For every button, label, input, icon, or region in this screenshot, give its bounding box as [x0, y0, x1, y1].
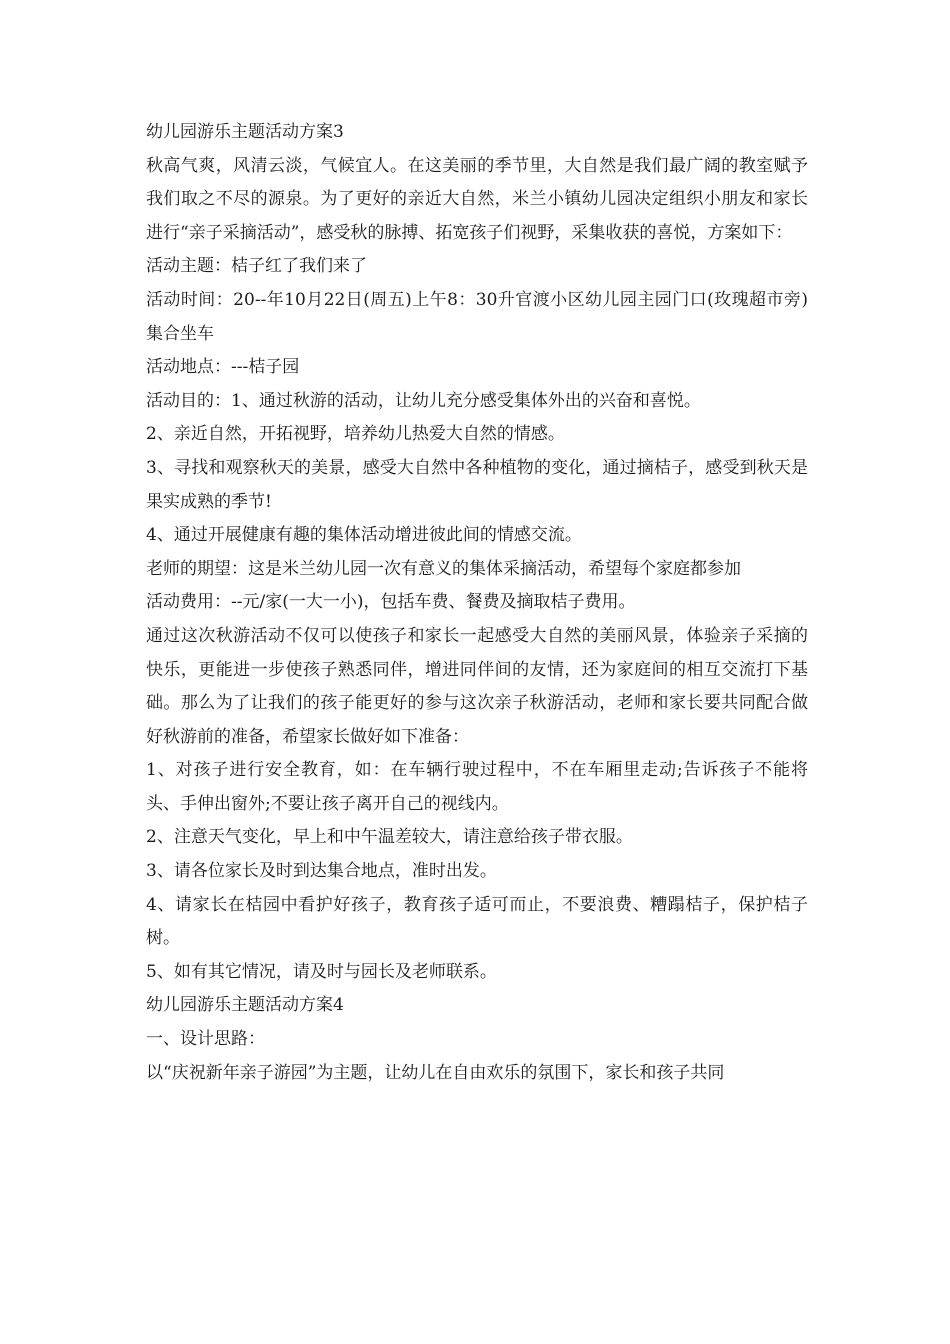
paragraph: 活动时间：20--年10月22日(周五)上午8：30升官渡小区幼儿园主园门口(玫瑰超市旁)集合坐车: [146, 289, 808, 344]
paragraph: 一、设计思路：: [146, 1029, 265, 1050]
paragraph: 5、如有其它情况，请及时与园长及老师联系。: [146, 961, 497, 982]
paragraph: 老师的期望：这是米兰幼儿园一次有意义的集体采摘活动，希望每个家庭都参加: [146, 558, 741, 579]
paragraph: 通过这次秋游活动不仅可以使孩子和家长一起感受大自然的美丽风景，体验亲子采摘的快乐，更能进一步使孩子熟悉同伴，增进同伴间的友情，还为家庭间的相互交流打下基础。那么为了让我们的孩子能更好的参与这次亲子秋游活动，老师和家长要共同配合做好秋游前的准备，希望家长做好如下准备：: [146, 625, 808, 747]
paragraph: 活动费用：--元/家(一大一小)，包括车费、餐费及摘取桔子费用。: [146, 592, 636, 613]
paragraph: 秋高气爽，风清云淡，气候宜人。在这美丽的季节里，大自然是我们最广阔的教室赋予我们取之不尽的源泉。为了更好的亲近大自然，米兰小镇幼儿园决定组织小朋友和家长进行“亲子采摘活动”，感受秋的脉搏、拓宽孩子们视野，采集收获的喜悦，方案如下：: [146, 155, 808, 243]
paragraph: 3、请各位家长及时到达集合地点，准时出发。: [146, 861, 497, 882]
document-body: [146, 116, 808, 1090]
paragraph: 4、请家长在桔园中看护好孩子，教育孩子适可而止，不要浪费、糟蹋桔子，保护桔子树。: [146, 894, 808, 949]
paragraph: 1、对孩子进行安全教育，如：在车辆行驶过程中，不在车厢里走动;告诉孩子不能将头、手伸出窗外;不要让孩子离开自己的视线内。: [146, 760, 808, 814]
paragraph: 2、亲近自然，开拓视野，培养幼儿热爱大自然的情感。: [146, 424, 565, 445]
paragraph: 2、注意天气变化，早上和中午温差较大，请注意给孩子带衣服。: [146, 827, 633, 848]
section-title: 幼儿园游乐主题活动方案4: [146, 995, 344, 1016]
paragraph: 以“庆祝新年亲子游园”为主题，让幼儿在自由欢乐的氛围下，家长和孩子共同: [146, 1062, 725, 1083]
section-title: 幼儿园游乐主题活动方案3: [146, 122, 344, 142]
paragraph: 3、寻找和观察秋天的美景，感受大自然中各种植物的变化，通过摘桔子，感受到秋天是果实成熟的季节!: [146, 457, 808, 512]
paragraph: 4、通过开展健康有趣的集体活动增进彼此间的情感交流。: [146, 525, 582, 546]
paragraph: 活动主题：桔子红了我们来了: [146, 256, 367, 277]
paragraph: 活动目的：1、通过秋游的活动，让幼儿充分感受集体外出的兴奋和喜悦。: [146, 390, 701, 411]
paragraph: 活动地点：---桔子园: [146, 357, 300, 378]
